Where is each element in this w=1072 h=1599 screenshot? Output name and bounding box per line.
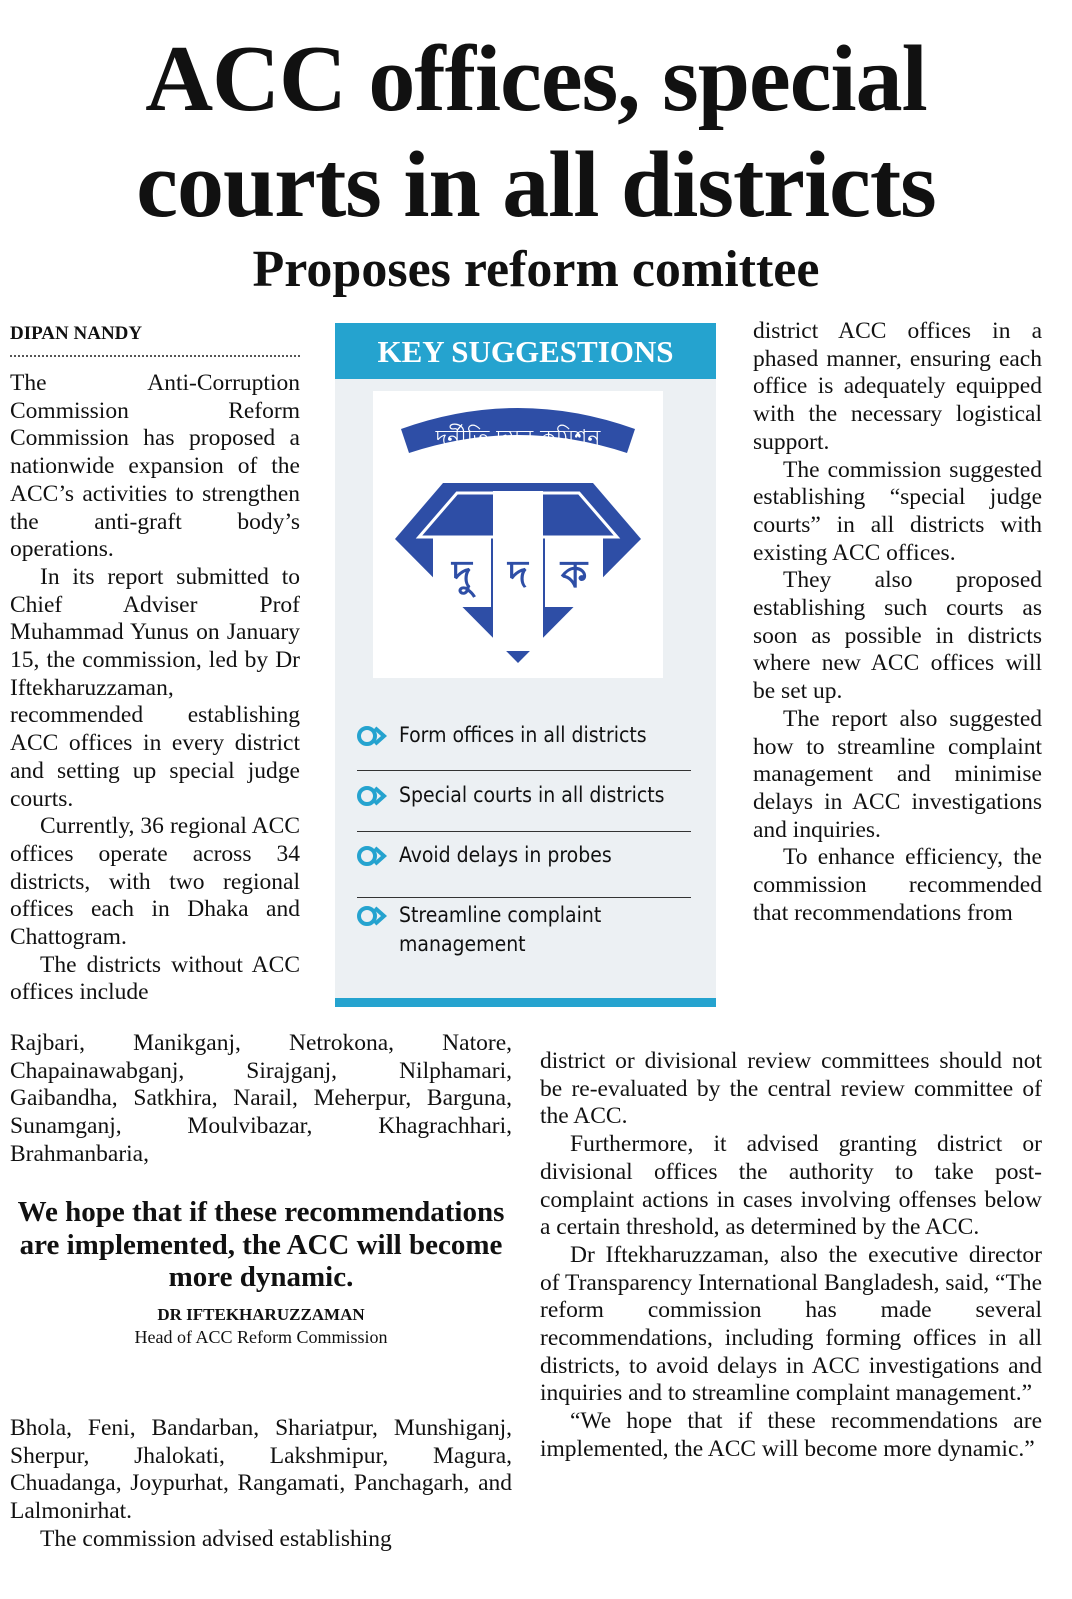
paragraph: The commission suggested establishing “special judge courts” in all districts with existing ACC offices.: [753, 456, 1042, 566]
double-chevron-icon: [357, 905, 389, 927]
paragraph: Rajbari, Manikganj, Netrokona, Natore, Chapainawabganj, Sirajganj, Nilphamari, Gaibandha, Satkhira, Narail, Meherpur, Barguna, Sunamganj, Moulvibazar, Khagrachhari, Brahmanbaria,: [10, 1030, 512, 1167]
suggestion-divider: [357, 897, 691, 898]
key-suggestions-box: [335, 323, 716, 1007]
pull-quote-name: DR IFTEKHARUZZAMAN: [157, 1304, 365, 1324]
double-chevron-icon: [357, 725, 389, 747]
byline: DIPAN NANDY: [10, 323, 143, 344]
suggestion-divider: [357, 770, 691, 771]
pull-quote: [10, 1196, 512, 1348]
suggestion-divider: [357, 831, 691, 832]
double-chevron-icon: [357, 845, 389, 867]
article-column-2-bottom: [10, 1415, 512, 1554]
paragraph: The districts without ACC offices include: [10, 951, 300, 1006]
suggestion-text: Avoid delays in probes: [399, 843, 612, 867]
suggestion-item: [357, 781, 693, 810]
pull-quote-role: Head of ACC Reform Commission: [134, 1326, 388, 1347]
logo-letter-2: দ: [508, 552, 528, 596]
subheadline: Proposes reform comittee: [252, 241, 820, 298]
byline-divider: [10, 355, 300, 357]
suggestion-text: Streamline complaint management: [399, 903, 602, 956]
pull-quote-text: We hope that if these recommendations are implemented, the ACC will become more dynamic.: [17, 1196, 505, 1293]
paragraph: In its report submitted to Chief Adviser Prof Muhammad Yunus on January 15, the commission, led by Dr Iftekharuzzaman, recommended establishing ACC offices in every district and setting up special judge courts.: [10, 563, 300, 812]
double-chevron-icon: [357, 785, 389, 807]
headline-line-1: ACC offices, special: [145, 27, 927, 131]
paragraph: The report also suggested how to streamline complaint management and minimise delays in ACC investigations and inquiries.: [753, 705, 1042, 843]
suggestion-text: Special courts in all districts: [399, 783, 665, 807]
article-column-3: [753, 318, 1042, 927]
headline-line-2: courts in all districts: [136, 133, 936, 237]
logo-letter-1: দু: [452, 552, 472, 596]
article-column-1: [10, 370, 300, 1007]
suggestion-item: [357, 841, 693, 870]
paragraph: Currently, 36 regional ACC offices operate across 34 districts, with two regional offices each in Dhaka and Chattogram.: [10, 813, 300, 951]
paragraph: Dr Iftekharuzzaman, also the executive director of Transparency International Bangladesh, said, “The reform commission has made several recommendations, including forming offices in all districts, to avoid delays in ACC investigations and inquiries and to streamline complaint management.”: [540, 1241, 1042, 1407]
paragraph: Furthermore, it advised granting district or divisional offices the authority to take post-complaint actions in cases involving offenses below a certain threshold, as determined by the ACC.: [540, 1131, 1042, 1241]
article-column-1-wide: [10, 1030, 512, 1169]
paragraph: district ACC offices in a phased manner, ensuring each office is adequately equipped with the necessary logistical support.: [753, 318, 1042, 455]
acc-logo: [373, 391, 663, 678]
suggestion-item: [357, 901, 693, 959]
acc-logo-graphic: [373, 391, 663, 678]
paragraph: To enhance efficiency, the commission recommended that recommendations from: [753, 844, 1042, 926]
key-suggestions-title: KEY SUGGESTIONS: [335, 323, 716, 379]
paragraph: Bhola, Feni, Bandarban, Shariatpur, Munshiganj, Sherpur, Jhalokati, Lakshmipur, Magura, Chuadanga, Joypurhat, Rangamati, Panchagarh, and Lalmonirhat.: [10, 1415, 512, 1525]
paragraph: They also proposed establishing such courts as soon as possible in districts where new ACC offices will be set up.: [753, 567, 1042, 705]
logo-banner-text: দুর্নীতি দমন কমিশন: [435, 426, 601, 451]
suggestion-item: [357, 721, 693, 750]
paragraph: “We hope that if these recommendations are implemented, the ACC will become more dynamic.”: [540, 1408, 1042, 1462]
suggestion-text: Form offices in all districts: [399, 723, 647, 747]
paragraph: The commission advised establishing: [40, 1525, 392, 1552]
logo-letter-3: ক: [560, 552, 588, 596]
paragraph: The Anti-Corruption Commission Reform Commission has proposed a nationwide expansion of the ACC’s activities to strengthen the anti-graft body’s operations.: [10, 370, 300, 563]
headline: [0, 26, 1072, 238]
paragraph: district or divisional review committees should not be re-evaluated by the central review committee of the ACC.: [540, 1048, 1042, 1130]
article-column-3-wide: [540, 1048, 1042, 1464]
